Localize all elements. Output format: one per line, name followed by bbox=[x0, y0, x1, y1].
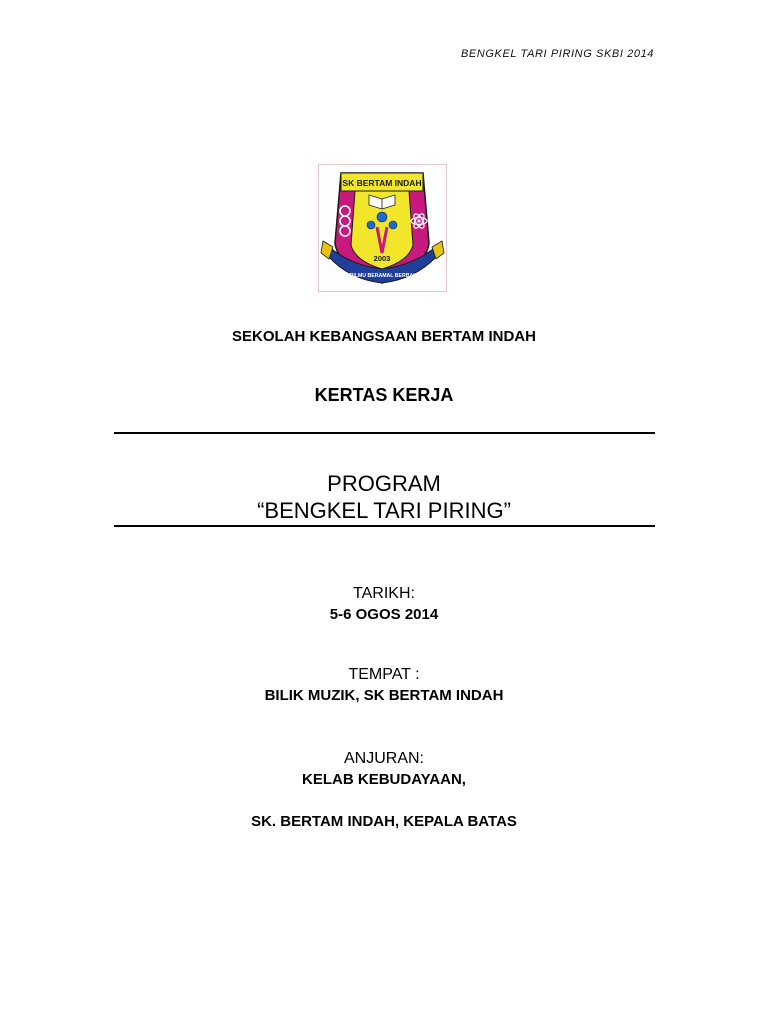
organizer-address: SK. BERTAM INDAH, KEPALA BATAS bbox=[251, 813, 517, 830]
divider-top bbox=[114, 432, 655, 434]
venue-label: TEMPAT : bbox=[348, 666, 420, 683]
header-note: BENGKEL TARI PIRING SKBI 2014 bbox=[460, 48, 654, 60]
program-label: PROGRAM bbox=[327, 471, 441, 496]
crest-top-text: SK BERTAM INDAH bbox=[342, 178, 422, 188]
school-crest bbox=[318, 164, 447, 292]
crest-year: 2003 bbox=[373, 254, 391, 263]
school-crest-logo bbox=[319, 165, 446, 291]
program-name: “BENGKEL TARI PIRING” bbox=[257, 498, 511, 523]
organizer-value: KELAB KEBUDAYAAN, bbox=[302, 771, 466, 788]
school-name: SEKOLAH KEBANGSAAN BERTAM INDAH bbox=[232, 328, 536, 345]
venue-value: BILIK MUZIK, SK BERTAM INDAH bbox=[264, 687, 504, 704]
crest-motto: BERILMU BERAMAL BERBAKTI bbox=[342, 273, 422, 279]
document-type: KERTAS KERJA bbox=[314, 385, 454, 405]
date-value: 5-6 OGOS 2014 bbox=[329, 606, 439, 623]
divider-bottom bbox=[114, 525, 655, 527]
date-label: TARIKH: bbox=[353, 585, 415, 602]
organizer-label: ANJURAN: bbox=[343, 750, 424, 767]
